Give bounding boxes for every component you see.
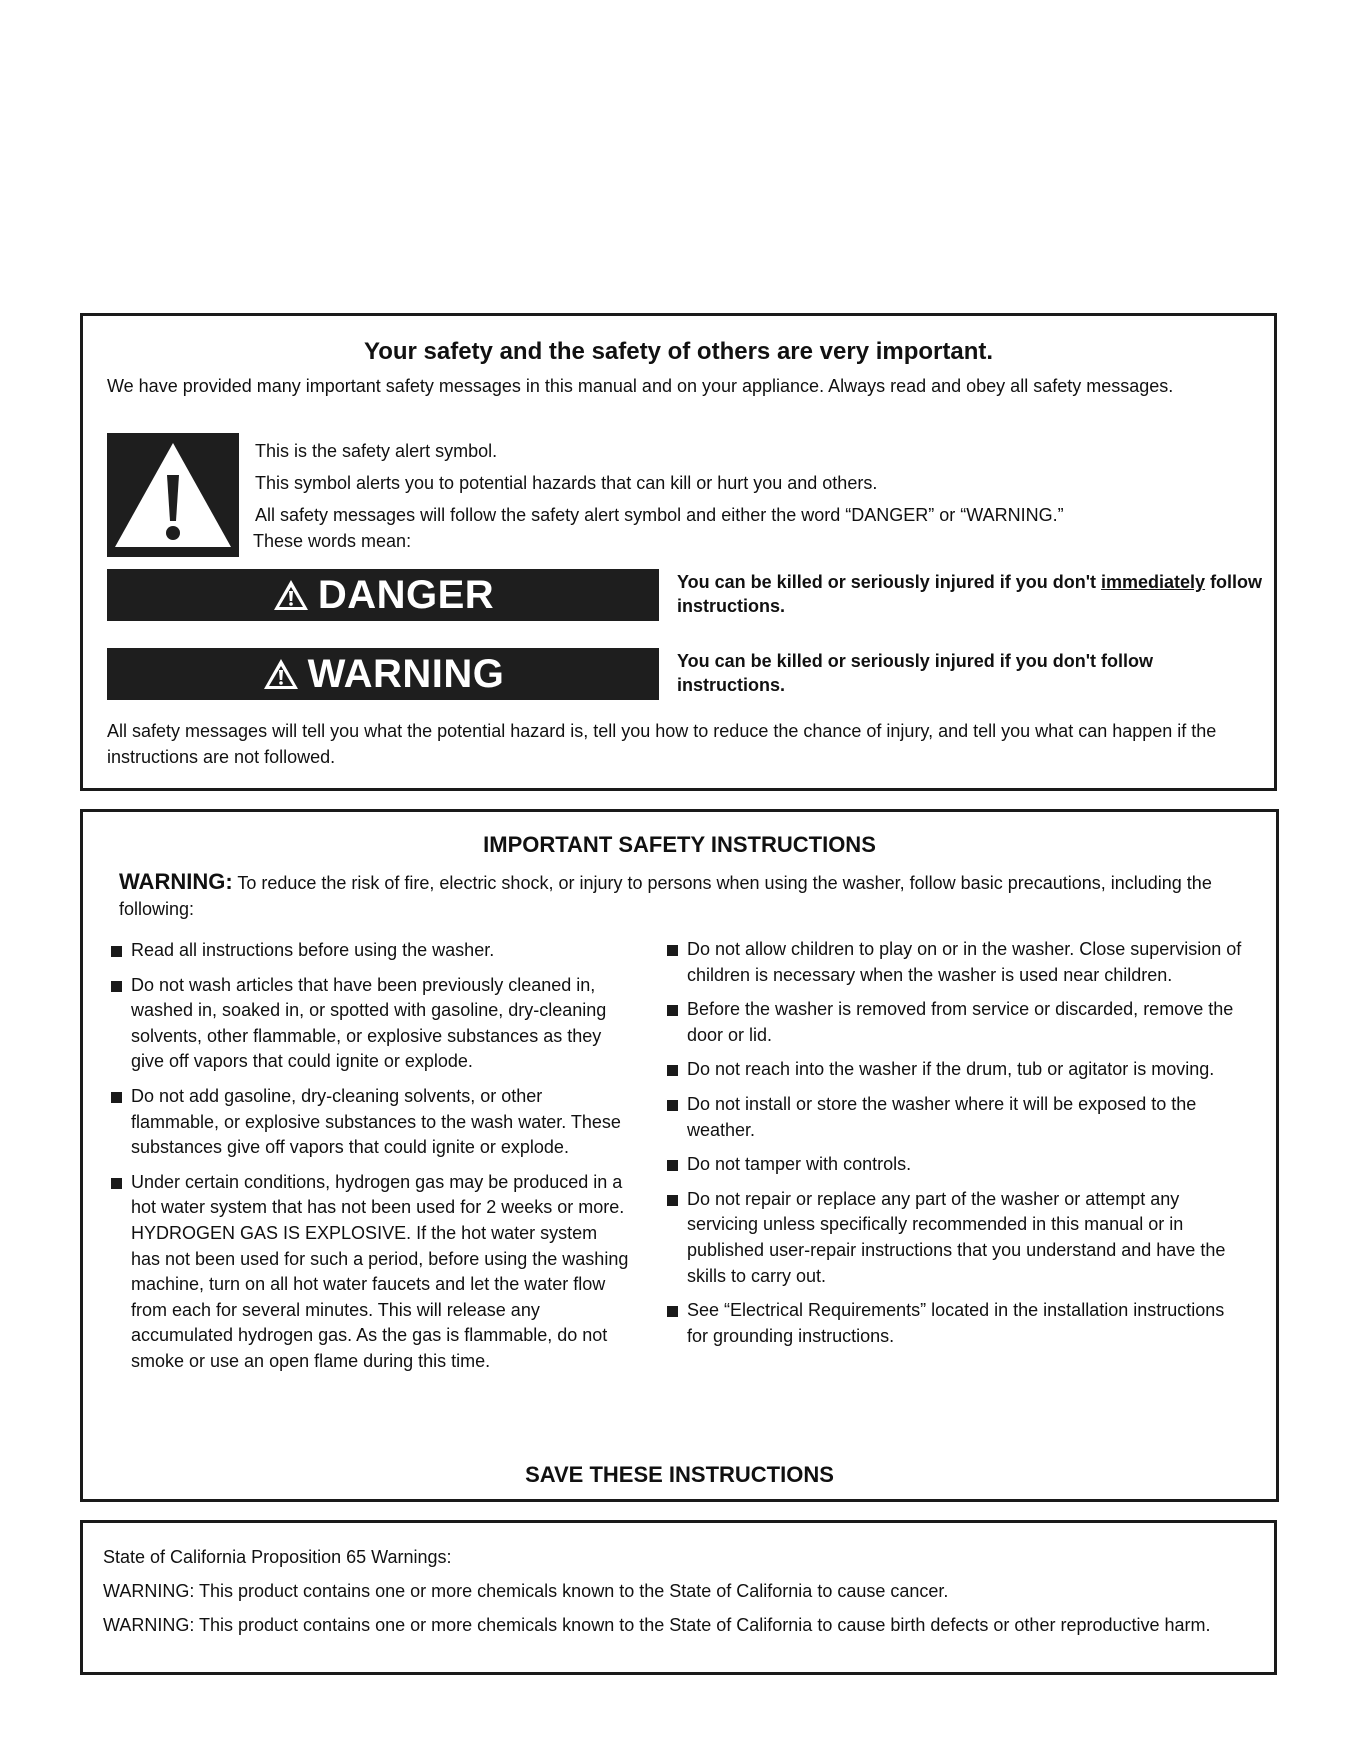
danger-desc-text: You can be killed or seriously injured if you don't (677, 572, 1102, 592)
list-item: Under certain conditions, hydrogen gas may be produced in a hot water system that has not been used for 2 weeks or more. HYDROGEN GAS IS EXPLOSIVE. If the hot water system has not been used for such a period, before using the washing machine, turn on all hot water faucets and let the water flow from each for several minutes. This will release any accumulated hydrogen gas. As the gas is flammable, do not smoke or use an open flame during this time. (111, 1170, 631, 1375)
symbol-line: All safety messages will follow the safety alert symbol and either the word “DANGER” or “WARNING.” (255, 505, 1064, 525)
safety-box-outro: All safety messages will tell you what the potential hazard is, tell you how to reduce the chance of injury, and tell you what can happen if the instructions are not followed. (107, 721, 1217, 767)
list-item: Read all instructions before using the washer. (111, 938, 631, 964)
warning-description: You can be killed or seriously injured if you don't follow instructions. (677, 651, 1153, 695)
safety-box-title: Your safety and the safety of others are very important. (363, 338, 994, 365)
warning-label: WARNING (307, 651, 505, 696)
list-item: Do not repair or replace any part of the washer or attempt any servicing unless specifically recommended in this manual or in published user-repair instructions that you understand and have the skills to carry out. (667, 1187, 1247, 1289)
safety-box-intro: We have provided many important safety messages in this manual and on your appliance. Always read and obey all safety messages. (107, 376, 1174, 396)
list-item: Before the washer is removed from service or discarded, remove the door or lid. (667, 997, 1247, 1048)
symbol-line: This is the safety alert symbol. (255, 441, 498, 461)
danger-desc-emphasis: immediately (1101, 572, 1206, 592)
prop65-lines (103, 1545, 1234, 1647)
list-item: Do not reach into the washer if the drum, tub or agitator is moving. (667, 1057, 1247, 1083)
warning-alert-icon (262, 657, 300, 691)
danger-description (677, 570, 1267, 618)
important-safety-instructions-box (80, 809, 1279, 1502)
instructions-right-column (667, 937, 1247, 1358)
safety-alert-triangle-icon (107, 433, 239, 557)
warning-signal-bar (107, 648, 659, 700)
list-item: Do not allow children to play on or in the washer. Close supervision of children is necessary when the washer is used near children. (667, 937, 1247, 988)
danger-desc-text-end: follow instructions. (677, 572, 1263, 616)
list-item: Do not install or store the washer where it will be exposed to the weather. (667, 1092, 1247, 1143)
instructions-title: IMPORTANT SAFETY INSTRUCTIONS (483, 832, 876, 857)
danger-label: DANGER (317, 572, 495, 617)
save-instructions-heading: SAVE THESE INSTRUCTIONS (525, 1462, 834, 1487)
danger-signal-bar (107, 569, 659, 621)
warning-keyword: WARNING: (119, 869, 233, 894)
list-item: Do not wash articles that have been previously cleaned in, washed in, soaked in, or spotted with gasoline, dry-cleaning solvents, other flammable, or explosive substances as they give off vapors that could ignite or explode. (111, 973, 631, 1075)
prop65-cancer-warning: WARNING: This product contains one or more chemicals known to the State of California to cause cancer. (103, 1581, 949, 1601)
warning-text: To reduce the risk of fire, electric shock, or injury to persons when using the washer, follow basic precautions, including the following: (119, 873, 1212, 919)
symbol-line: This symbol alerts you to potential hazards that can kill or hurt you and others. (255, 473, 878, 493)
safety-message-box (80, 313, 1277, 791)
instructions-warning (119, 869, 1236, 922)
prop65-heading: State of California Proposition 65 Warnings: (103, 1547, 452, 1567)
danger-alert-icon (272, 578, 310, 612)
list-item: Do not add gasoline, dry-cleaning solvents, or other flammable, or explosive substances to the wash water. These substances give off vapors that could ignite or explode. (111, 1084, 631, 1161)
prop65-reproductive-warning: WARNING: This product contains one or more chemicals known to the State of California to cause birth defects or other reproductive harm. (103, 1615, 1211, 1635)
symbol-line: These words mean: (253, 531, 412, 551)
prop65-warning-box (80, 1520, 1277, 1675)
list-item: Do not tamper with controls. (667, 1152, 1247, 1178)
instructions-left-column (111, 938, 631, 1384)
list-item: See “Electrical Requirements” located in the installation instructions for grounding instructions. (667, 1298, 1247, 1349)
